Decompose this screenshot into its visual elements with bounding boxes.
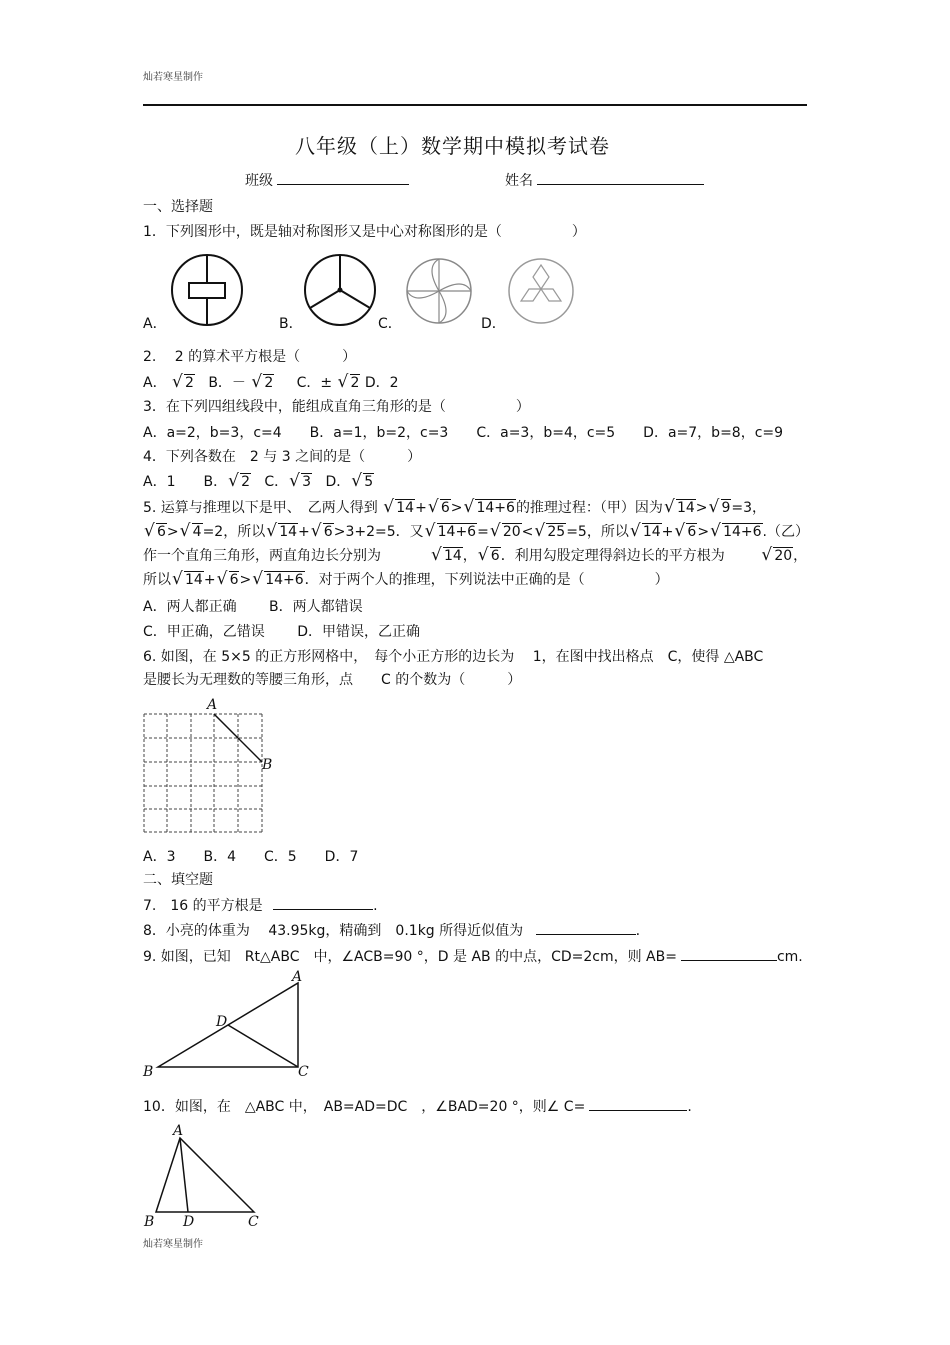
q9-triangle-figure [138,970,318,1082]
q5-line1: 5. 运算与推理以下是甲、 乙两人得到 √ 14+√ 6>√ 14+6的推理过程：（甲）因为√ 14>√ 9=3， [143,497,766,517]
q1-figure-b [303,253,377,327]
q2-text: 2. 2 的算术平方根是（ ） [143,349,357,365]
q2-option-d: D．2 [364,375,399,391]
q1-figure-c [405,257,473,325]
sqrt-2-c: √ 2 [338,375,361,391]
q1-option-d: D． [481,316,506,332]
q2-option-b: B．－ [208,375,246,391]
q6-line1: 6. 如图，在 5×5 的正方形网格中， 每个小正方形的边长为 1，在图中找出格点 C，使得 △ABC [143,649,764,665]
label-a: A [292,970,303,985]
q1-option-a: A． [143,316,167,332]
q5-options-1: A．两人都正确 B．两人都错误 [143,599,363,615]
q6-grid-figure [138,694,283,836]
name-field [505,170,704,190]
q8: 8．小亮的体重为 43.95kg，精确到 0.1kg 所得近似值为 . [143,920,640,940]
label-c: C [248,1214,259,1230]
q8-answer-blank[interactable] [536,920,636,935]
q1-option-b: B． [279,316,303,332]
q5-line3: 作一个直角三角形，两直角边长分别为 √ 14，√ 6．利用勾股定理得斜边长的平方根为 √ 20， [143,545,807,565]
q6-options: A．3 B．4 C．5 D．7 [143,849,359,865]
q1-figure-d [507,257,575,325]
q9: 9. 如图，已知 Rt△ABC 中，∠ACB=90 °，D 是 AB 的中点，CD=2cm，则 AB= cm. [143,946,803,966]
label-b: B [144,1214,155,1230]
q10: 10．如图，在 △ABC 中， AB=AD=DC ，∠BAD=20 °，则∠ C= . [143,1096,692,1116]
name-blank[interactable] [537,170,704,185]
sqrt-2: √ 2 [228,474,251,490]
header-rule [143,104,807,106]
class-label: 班级 [245,173,273,189]
sqrt-2-a: √ 2 [172,375,195,391]
q9-answer-blank[interactable] [681,946,777,961]
q3-text: 3．在下列四组线段中，能组成直角三角形的是（ ） [143,399,530,415]
label-c: C [298,1064,309,1080]
section-choice: 一、选择题 [143,199,213,215]
label-d: D [216,1014,228,1030]
q4-options: A．1 B．√ 2 C．√ 3 D．√ 5 [143,471,374,491]
q3-options: A．a=2，b=3，c=4 B．a=1，b=2，c=3 C．a=3，b=4，c=5 D．a=7，b=8，c=9 [143,425,784,441]
q2-option-a: A． [143,375,167,391]
q7-answer-blank[interactable] [273,895,373,910]
label-d: D [183,1214,195,1230]
q5-options-2: C．甲正确，乙错误 D．甲错误，乙正确 [143,624,421,640]
header-brand: 灿若寒星制作 [143,72,203,83]
label-b: B [262,757,273,773]
q10-answer-blank[interactable] [589,1096,687,1111]
q2-options [143,372,399,392]
name-label: 姓名 [505,173,533,189]
q1-option-c: C． [378,316,402,332]
label-a: A [207,697,218,713]
q4-text: 4．下列各数在 2 与 3 之间的是（ ） [143,449,422,465]
q1-text: 1．下列图形中，既是轴对称图形又是中心对称图形的是（ ） [143,224,586,240]
q7: 7. 16 的平方根是 . [143,895,378,915]
class-blank[interactable] [277,170,409,185]
footer-brand: 灿若寒星制作 [143,1239,203,1250]
sqrt-2-b: √ 2 [251,375,274,391]
section-fill: 二、填空题 [143,872,213,888]
label-a: A [173,1123,184,1139]
class-field [245,170,409,190]
q6-line2: 是腰长为无理数的等腰三角形，点 C 的个数为（ ） [143,672,522,688]
q5-line2: √ 6>√ 4=2，所以√ 14+√ 6>3+2=5．又√ 14+6=√ 20<√ 25=5，所以√ 14+√ 6>√ 14+6.（乙） [143,521,809,541]
page-title: 八年级（上）数学期中模拟考试卷 [295,134,610,158]
sqrt-3: √ 3 [289,474,312,490]
q2-option-c: C．± [296,375,333,391]
sqrt-5: √ 5 [351,474,374,490]
q1-figure-a [170,253,244,327]
label-b: B [143,1064,154,1080]
q5-line4: 所以√ 14+√ 6>√ 14+6．对于两个人的推理，下列说法中正确的是（ ） [143,569,669,589]
q10-triangle-figure [138,1120,273,1232]
